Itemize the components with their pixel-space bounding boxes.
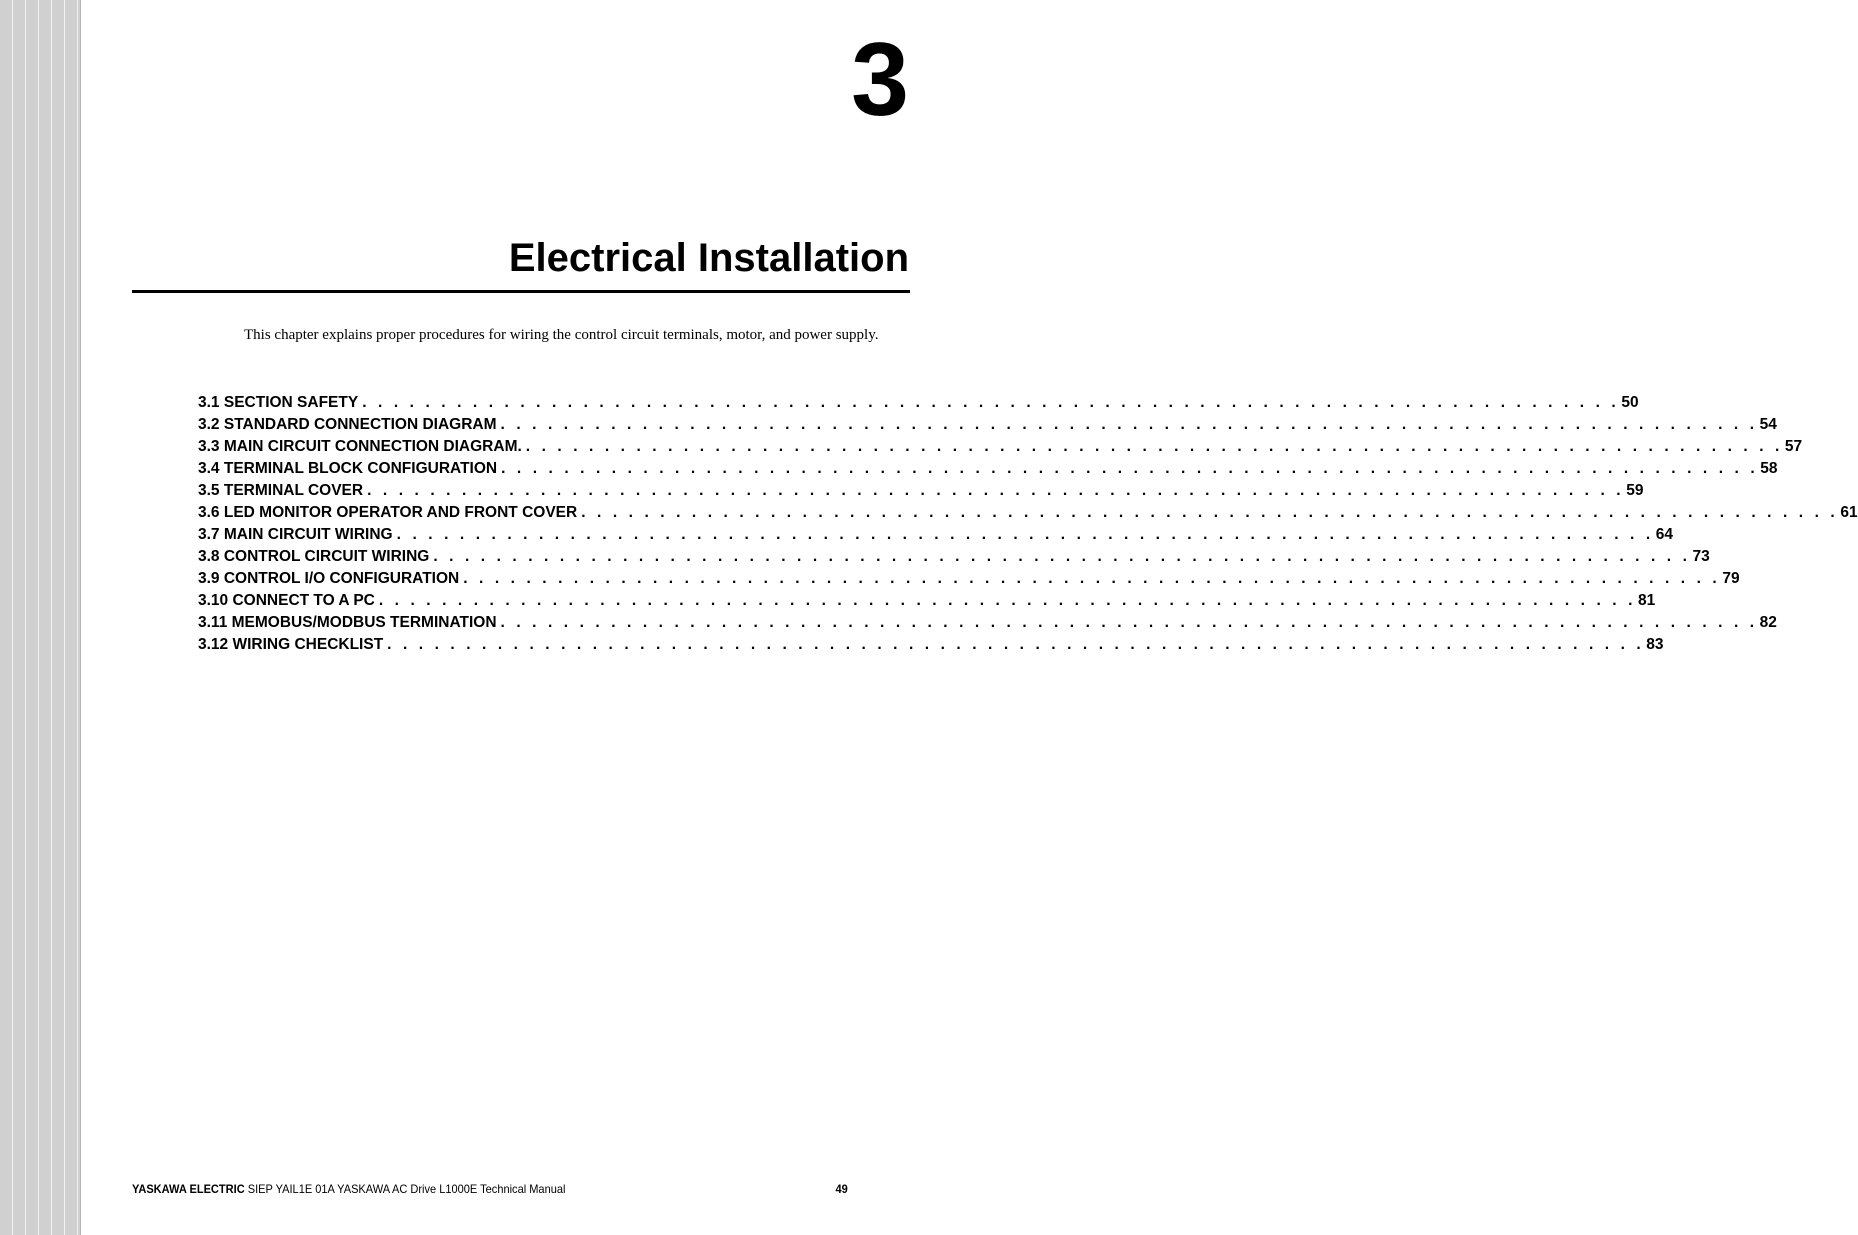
toc-dot-leader: . . . . . . . . . . . . . . . . . . . . . . . . . . . . . . . . . . . . . . . . . . . . . . . . . . . . . . . . . . . . . . . . . . . . . . . . . . . . . . . .	[433, 548, 1691, 565]
toc-entry-label: 3.2 STANDARD CONNECTION DIAGRAM	[198, 416, 497, 433]
page-footer	[132, 1182, 848, 1196]
toc-entry[interactable]	[198, 438, 1803, 460]
toc-entry[interactable]	[198, 482, 1644, 504]
toc-entry-label: 3.10 CONNECT TO A PC	[198, 592, 375, 609]
footer-page-number: 49	[835, 1182, 848, 1196]
toc-entry-page: 54	[1759, 416, 1777, 433]
toc-entry-label: 3.1 SECTION SAFETY	[198, 394, 359, 411]
toc-entry[interactable]	[198, 504, 1858, 526]
title-divider	[132, 290, 910, 293]
toc-entry-page: 64	[1655, 526, 1673, 543]
toc-entry-label: 3.4 TERMINAL BLOCK CONFIGURATION	[198, 460, 498, 477]
toc-dot-leader: . . . . . . . . . . . . . . . . . . . . . . . . . . . . . . . . . . . . . . . . . . . . . . . . . . . . . . . . . . . . . . . . . . . . . . . . . . . . . . . .	[378, 592, 1636, 609]
toc-entry-label: 3.6 LED MONITOR OPERATOR AND FRONT COVER	[198, 504, 578, 521]
toc-entry[interactable]	[198, 570, 1740, 592]
toc-dot-leader: . . . . . . . . . . . . . . . . . . . . . . . . . . . . . . . . . . . . . . . . . . . . . . . . . . . . . . . . . . . . . . . . . . . . . . . . . . . . . . . .	[387, 636, 1645, 653]
toc-entry-page: 79	[1722, 570, 1740, 587]
toc-entry-page: 58	[1760, 460, 1778, 477]
chapter-number: 3	[851, 22, 909, 138]
toc-entry-label: 3.5 TERMINAL COVER	[198, 482, 364, 499]
toc-dot-leader: . . . . . . . . . . . . . . . . . . . . . . . . . . . . . . . . . . . . . . . . . . . . . . . . . . . . . . . . . . . . . . . . . . . . . . . . . . . . . . . .	[362, 394, 1620, 411]
toc-dot-leader: . . . . . . . . . . . . . . . . . . . . . . . . . . . . . . . . . . . . . . . . . . . . . . . . . . . . . . . . . . . . . . . . . . . . . . . . . . . . . . . .	[396, 526, 1654, 543]
toc-entry-label: 3.3 MAIN CIRCUIT CONNECTION DIAGRAM.	[198, 438, 522, 455]
chapter-title: Electrical Installation	[508, 236, 909, 280]
toc-entry-label: 3.7 MAIN CIRCUIT WIRING	[198, 526, 393, 543]
toc-entry-page: 81	[1637, 592, 1656, 609]
toc-entry[interactable]	[198, 614, 1777, 636]
toc-dot-leader: . . . . . . . . . . . . . . . . . . . . . . . . . . . . . . . . . . . . . . . . . . . . . . . . . . . . . . . . . . . . . . . . . . . . . . . . . . . . . . . .	[501, 460, 1759, 477]
toc-entry-label: 3.12 WIRING CHECKLIST	[198, 636, 384, 653]
toc-entry-label: 3.11 MEMOBUS/MODBUS TERMINATION	[198, 614, 497, 631]
toc-entry-page: 59	[1626, 482, 1644, 499]
table-of-contents	[198, 394, 1858, 658]
toc-entry[interactable]	[198, 416, 1777, 438]
toc-entry[interactable]	[198, 460, 1778, 482]
toc-entry-page: 50	[1621, 394, 1639, 411]
toc-dot-leader: . . . . . . . . . . . . . . . . . . . . . . . . . . . . . . . . . . . . . . . . . . . . . . . . . . . . . . . . . . . . . . . . . . . . . . . . . . . . . . . .	[581, 504, 1839, 521]
toc-dot-leader: . . . . . . . . . . . . . . . . . . . . . . . . . . . . . . . . . . . . . . . . . . . . . . . . . . . . . . . . . . . . . . . . . . . . . . . . . . . . . . . .	[525, 438, 1783, 455]
footer-doc-title: SIEP YAIL1E 01A YASKAWA AC Drive L1000E Technical Manual	[247, 1182, 566, 1196]
toc-entry[interactable]	[198, 592, 1656, 614]
toc-entry-page: 82	[1759, 614, 1777, 631]
toc-entry[interactable]	[198, 526, 1673, 548]
toc-entry-page: 83	[1646, 636, 1664, 653]
chapter-intro: This chapter explains proper procedures for wiring the control circuit terminals, motor, and power supply.	[244, 327, 879, 343]
footer-brand: YASKAWA ELECTRIC	[132, 1182, 245, 1196]
toc-entry[interactable]	[198, 636, 1664, 658]
toc-entry-label: 3.9 CONTROL I/O CONFIGURATION	[198, 570, 460, 587]
toc-dot-leader: . . . . . . . . . . . . . . . . . . . . . . . . . . . . . . . . . . . . . . . . . . . . . . . . . . . . . . . . . . . . . . . . . . . . . . . . . . . . . . . .	[367, 482, 1625, 499]
toc-dot-leader: . . . . . . . . . . . . . . . . . . . . . . . . . . . . . . . . . . . . . . . . . . . . . . . . . . . . . . . . . . . . . . . . . . . . . . . . . . . . . . . .	[500, 614, 1758, 631]
toc-entry[interactable]	[198, 394, 1639, 416]
toc-entry[interactable]	[198, 548, 1710, 570]
toc-entry-label: 3.8 CONTROL CIRCUIT WIRING	[198, 548, 430, 565]
footer-doc-info	[132, 1182, 565, 1196]
toc-dot-leader: . . . . . . . . . . . . . . . . . . . . . . . . . . . . . . . . . . . . . . . . . . . . . . . . . . . . . . . . . . . . . . . . . . . . . . . . . . . . . . . .	[500, 416, 1758, 433]
side-tab-strip	[0, 0, 81, 1235]
toc-entry-page: 73	[1692, 548, 1710, 565]
toc-dot-leader: . . . . . . . . . . . . . . . . . . . . . . . . . . . . . . . . . . . . . . . . . . . . . . . . . . . . . . . . . . . . . . . . . . . . . . . . . . . . . . . .	[463, 570, 1721, 587]
toc-entry-page: 61	[1840, 504, 1858, 521]
toc-entry-page: 57	[1784, 438, 1803, 455]
